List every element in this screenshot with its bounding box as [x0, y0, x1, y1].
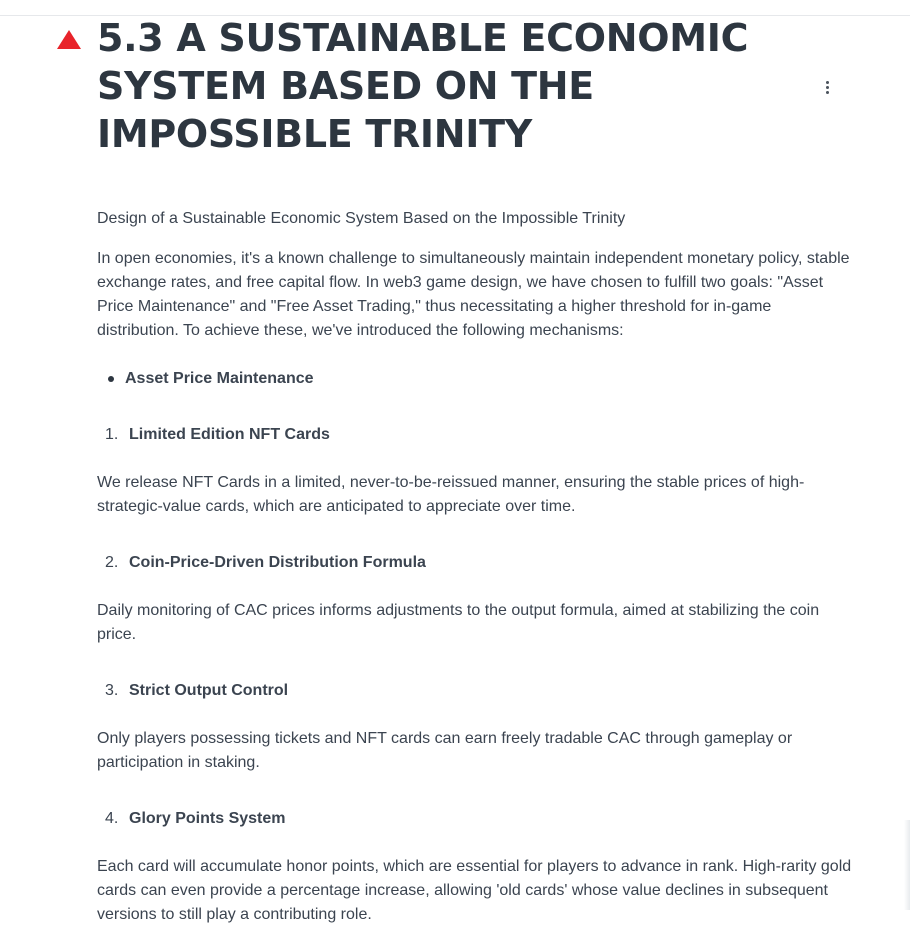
- page-title: 5.3 A SUSTAINABLE ECONOMIC SYSTEM BASED ON THE IMPOSSIBLE TRINITY: [97, 16, 749, 156]
- list-item-text: Only players possessing tickets and NFT cards can earn freely tradable CAC through gameplay or participation in staking.: [97, 730, 793, 771]
- list-item-number: 4.: [105, 810, 119, 827]
- list-item-text: Each card will accumulate honor points, which are essential for players to advance in rank. High-rarity gold cards can even provide a percentage increase, allowing 'old cards' whose value declines in subsequent versions to still play a contributing role.: [97, 858, 852, 923]
- list-item-heading: [97, 551, 857, 575]
- list-item-number: 1.: [105, 426, 119, 443]
- list-item-title: Limited Edition NFT Cards: [129, 426, 330, 443]
- more-vertical-icon: [826, 81, 829, 84]
- list-item-title: Glory Points System: [129, 810, 286, 827]
- more-vertical-icon-dot: [826, 91, 829, 94]
- bullet-item: [97, 367, 857, 391]
- list-item-text: We release NFT Cards in a limited, never-to-be-reissued manner, ensuring the stable prices of high-strategic-value cards, which are anticipated to appreciate over time.: [97, 474, 805, 515]
- more-vertical-icon-dot: [826, 86, 829, 89]
- article-intro: In open economies, it's a known challenge to simultaneously maintain independent monetary policy, stable exchange rates, and free capital flow. In web3 game design, we have chosen to fulfill two goals: "Asset Price Maintenance" and "Free Asset Trading," thus necessitating a higher threshold for in-game distribution. To achieve these, we've introduced the following mechanisms:: [97, 250, 850, 339]
- list-item-heading: [97, 423, 857, 447]
- list-item-title: Coin-Price-Driven Distribution Formula: [129, 554, 426, 571]
- list-item-number: 2.: [105, 554, 119, 571]
- article-body: [97, 207, 857, 927]
- red-triangle-icon: [57, 30, 81, 49]
- list-item-title: Strict Output Control: [129, 682, 289, 699]
- list-item-text: Daily monitoring of CAC prices informs adjustments to the output formula, aimed at stabilizing the coin price.: [97, 602, 820, 643]
- list-item-number: 3.: [105, 682, 119, 699]
- bullet-label: Asset Price Maintenance: [125, 370, 314, 387]
- bullet-dot-icon: [108, 376, 114, 382]
- scroll-edge-shadow: [904, 820, 910, 910]
- list-item-heading: [97, 679, 857, 703]
- more-options-button[interactable]: [818, 76, 838, 100]
- article-subtitle: Design of a Sustainable Economic System Based on the Impossible Trinity: [97, 210, 626, 227]
- list-item-heading: [97, 807, 857, 831]
